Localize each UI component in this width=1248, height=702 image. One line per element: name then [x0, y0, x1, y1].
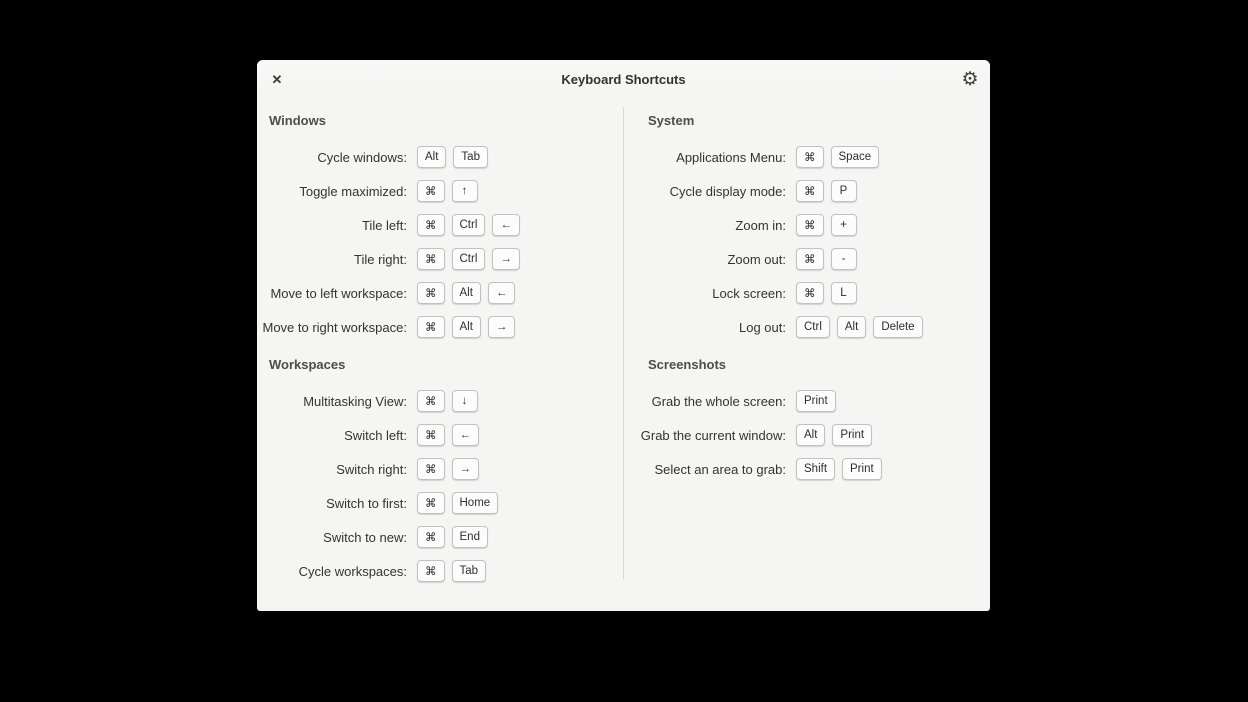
- keycap: →: [492, 248, 520, 270]
- column-divider: [623, 107, 624, 579]
- shortcut-label: Grab the whole screen:: [651, 393, 786, 409]
- shortcut-row: [623, 140, 990, 174]
- titlebar[interactable]: [257, 60, 990, 98]
- keycap: ⌘: [417, 424, 445, 446]
- keycap: ⌘: [417, 248, 445, 270]
- close-icon: ✕: [271, 71, 283, 87]
- keycap: ⌘: [417, 390, 445, 412]
- keycap: ←: [488, 282, 516, 304]
- section-windows: [257, 106, 623, 344]
- shortcut-keys: [796, 282, 857, 304]
- shortcut-keys: [796, 214, 857, 236]
- keycap: Alt: [452, 316, 481, 338]
- shortcut-row: [257, 174, 623, 208]
- keycap: →: [488, 316, 516, 338]
- shortcut-label: Toggle maximized:: [299, 183, 407, 199]
- shortcut-label: Move to right workspace:: [262, 319, 407, 335]
- shortcut-keys: [417, 214, 520, 236]
- keycap: ⌘: [796, 146, 824, 168]
- keycap: →: [452, 458, 480, 480]
- keyboard-shortcuts-window: [257, 60, 990, 611]
- shortcut-keys: [417, 526, 488, 548]
- keycap: Alt: [837, 316, 866, 338]
- shortcut-keys: [417, 316, 515, 338]
- shortcut-row: [623, 208, 990, 242]
- shortcut-keys: [417, 248, 520, 270]
- shortcut-label: Switch to first:: [326, 495, 407, 511]
- keycap: Alt: [417, 146, 446, 168]
- shortcut-keys: [796, 146, 879, 168]
- keycap: ⌘: [796, 248, 824, 270]
- shortcut-keys: [417, 424, 479, 446]
- shortcut-label: Cycle workspaces:: [298, 563, 407, 579]
- shortcut-row: [257, 242, 623, 276]
- shortcut-label: Zoom in:: [735, 217, 786, 233]
- shortcut-row: [623, 418, 990, 452]
- keycap: Alt: [796, 424, 825, 446]
- shortcut-keys: [796, 316, 923, 338]
- shortcut-row: [257, 520, 623, 554]
- shortcut-label: Select an area to grab:: [654, 461, 786, 477]
- keycap: Alt: [452, 282, 481, 304]
- shortcut-row: [257, 418, 623, 452]
- close-button[interactable]: [263, 65, 291, 93]
- settings-button[interactable]: [956, 65, 984, 93]
- shortcut-row: [623, 310, 990, 344]
- section-rows: [257, 384, 623, 588]
- column-windows-workspaces: [257, 106, 623, 611]
- shortcut-keys: [796, 390, 836, 412]
- shortcut-keys: [417, 560, 486, 582]
- keycap: ↓: [452, 390, 478, 412]
- shortcut-label: Tile right:: [354, 251, 407, 267]
- shortcut-label: Switch right:: [336, 461, 407, 477]
- section-title: System: [648, 112, 695, 128]
- shortcut-row: [623, 384, 990, 418]
- keycap: ⌘: [417, 180, 445, 202]
- keycap: End: [452, 526, 488, 548]
- keycap: Shift: [796, 458, 835, 480]
- shortcut-row: [257, 276, 623, 310]
- shortcut-label: Switch left:: [344, 427, 407, 443]
- section-title: Workspaces: [269, 356, 346, 372]
- column-system-screenshots: [623, 106, 990, 611]
- shortcut-label: Grab the current window:: [640, 427, 786, 443]
- shortcut-keys: [417, 146, 488, 168]
- window-title: Keyboard Shortcuts: [561, 71, 686, 87]
- shortcut-row: [257, 452, 623, 486]
- section-rows: [623, 384, 990, 486]
- keycap: P: [831, 180, 857, 202]
- shortcut-row: [257, 384, 623, 418]
- shortcut-label: Lock screen:: [712, 285, 786, 301]
- keycap: Tab: [452, 560, 487, 582]
- keycap: Ctrl: [452, 214, 486, 236]
- keycap: ⌘: [417, 492, 445, 514]
- section-title: Windows: [269, 112, 326, 128]
- shortcut-row: [257, 554, 623, 588]
- shortcut-row: [257, 486, 623, 520]
- keycap: Ctrl: [796, 316, 830, 338]
- shortcut-label: Log out:: [739, 319, 786, 335]
- keycap: +: [831, 214, 857, 236]
- section-system: [623, 106, 990, 344]
- shortcut-row: [257, 140, 623, 174]
- keycap: ↑: [452, 180, 478, 202]
- shortcut-keys: [796, 180, 857, 202]
- keycap: Print: [842, 458, 882, 480]
- keycap: ⌘: [417, 316, 445, 338]
- keycap: -: [831, 248, 857, 270]
- keycap: ⌘: [796, 214, 824, 236]
- shortcut-label: Applications Menu:: [676, 149, 786, 165]
- keycap: Delete: [873, 316, 922, 338]
- shortcut-row: [623, 174, 990, 208]
- shortcut-keys: [417, 458, 479, 480]
- shortcut-keys: [796, 458, 882, 480]
- shortcut-keys: [417, 282, 515, 304]
- shortcut-row: [623, 242, 990, 276]
- keycap: L: [831, 282, 857, 304]
- shortcut-label: Move to left workspace:: [270, 285, 407, 301]
- keycap: Ctrl: [452, 248, 486, 270]
- shortcut-label: Multitasking View:: [303, 393, 407, 409]
- shortcut-label: Zoom out:: [727, 251, 786, 267]
- gear-icon: ⚙: [961, 68, 979, 90]
- keycap: ⌘: [417, 560, 445, 582]
- section-screenshots: [623, 350, 990, 486]
- section-rows: [623, 140, 990, 344]
- shortcut-keys: [796, 248, 857, 270]
- shortcut-keys: [796, 424, 872, 446]
- shortcut-label: Switch to new:: [323, 529, 407, 545]
- shortcut-label: Cycle display mode:: [669, 183, 786, 199]
- shortcut-row: [257, 208, 623, 242]
- section-rows: [257, 140, 623, 344]
- keycap: ⌘: [417, 526, 445, 548]
- keycap: Space: [831, 146, 880, 168]
- shortcut-keys: [417, 390, 478, 412]
- shortcut-keys: [417, 492, 498, 514]
- shortcut-row: [623, 276, 990, 310]
- keycap: ⌘: [417, 282, 445, 304]
- keycap: ⌘: [417, 214, 445, 236]
- shortcut-row: [257, 310, 623, 344]
- keycap: ←: [452, 424, 480, 446]
- keycap: ⌘: [417, 458, 445, 480]
- section-title: Screenshots: [648, 356, 727, 372]
- keycap: ←: [492, 214, 520, 236]
- keycap: Tab: [453, 146, 488, 168]
- keycap: Home: [452, 492, 499, 514]
- keycap: Print: [832, 424, 872, 446]
- shortcut-row: [623, 452, 990, 486]
- keycap: Print: [796, 390, 836, 412]
- section-workspaces: [257, 350, 623, 588]
- shortcut-label: Tile left:: [361, 217, 407, 233]
- shortcuts-content: [257, 98, 990, 611]
- keycap: ⌘: [796, 282, 824, 304]
- shortcut-keys: [417, 180, 478, 202]
- keycap: ⌘: [796, 180, 824, 202]
- shortcut-label: Cycle windows:: [317, 149, 407, 165]
